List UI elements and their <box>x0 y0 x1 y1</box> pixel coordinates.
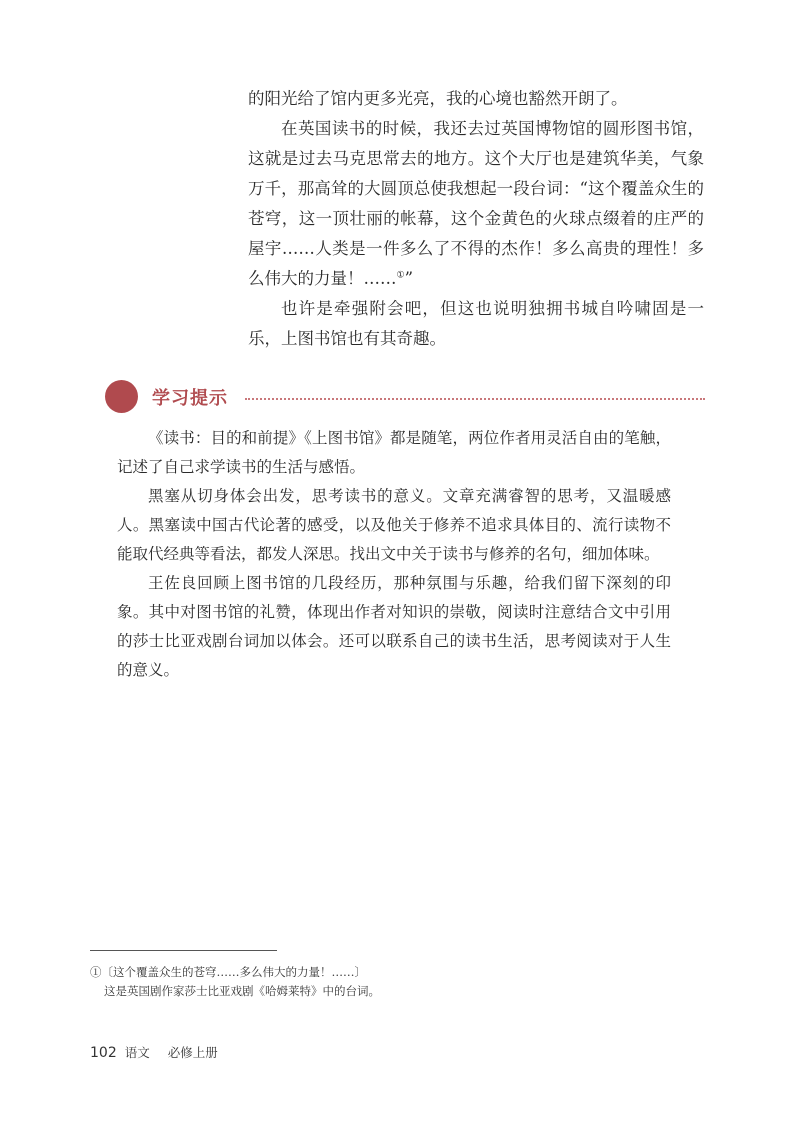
study-tips-text <box>117 424 671 685</box>
body-paragraph-2-text: 在英国读书的时候，我还去过英国博物馆的圆形图书馆，这就是过去马克思常去的地方。这个大厅也是建筑华美，气象万千，那高耸的大圆顶总使我想起一段台词：“这个覆盖众生的苍穹，这一顶壮丽的帐幕，这个金黄色的火球点缀着的庄严的屋宇……人类是一件多么了不得的杰作！多么高贵的理性！多么伟大的力量！…… <box>248 119 704 288</box>
page-footer <box>90 1043 218 1061</box>
study-tips-paragraph-1: 《读书：目的和前提》《上图书馆》都是随笔，两位作者用灵活自由的笔触，记述了自己求学读书的生活与感悟。 <box>117 429 671 476</box>
study-tips-header <box>105 380 705 414</box>
footnote <box>90 963 380 1001</box>
footer-volume: 必修上册 <box>167 1045 218 1060</box>
dotted-divider <box>245 398 705 400</box>
footer-subject: 语文 <box>124 1045 150 1060</box>
circle-icon <box>105 380 138 413</box>
footnote-reference[interactable]: ① <box>396 270 405 281</box>
main-body-text <box>248 84 704 354</box>
body-paragraph-2 <box>248 114 704 294</box>
study-tips-paragraph-2: 黑塞从切身体会出发，思考读书的意义。文章充满睿智的思考，又温暖感人。黑塞读中国古代论著的感受，以及他关于修养不追求具体目的、流行读物不能取代经典等看法，都发人深思。找出文中关于读书与修养的名句，细加体味。 <box>117 487 671 563</box>
body-paragraph-1: 的阳光给了馆内更多光亮，我的心境也豁然开朗了。 <box>248 89 628 108</box>
page-number: 102 <box>90 1045 117 1061</box>
study-tips-title: 学习提示 <box>152 388 228 409</box>
study-tips-paragraph-3: 王佐良回顾上图书馆的几段经历，那种氛围与乐趣，给我们留下深刻的印象。其中对图书馆的礼赞，体现出作者对知识的崇敬，阅读时注意结合文中引用的莎士比亚戏剧台词加以体会。还可以联系自己的读书生活，思考阅读对于人生的意义。 <box>117 574 671 679</box>
body-paragraph-2-closing-quote: ” <box>404 269 414 288</box>
footnote-divider <box>90 950 277 951</box>
body-paragraph-3: 也许是牵强附会吧，但这也说明独拥书城自吟啸固是一乐，上图书馆也有其奇趣。 <box>248 299 704 348</box>
footnote-line-2: 这是英国剧作家莎士比亚戏剧《哈姆莱特》中的台词。 <box>104 984 380 998</box>
footnote-line-1: ①〔这个覆盖众生的苍穹……多么伟大的力量！……〕 <box>90 965 366 979</box>
